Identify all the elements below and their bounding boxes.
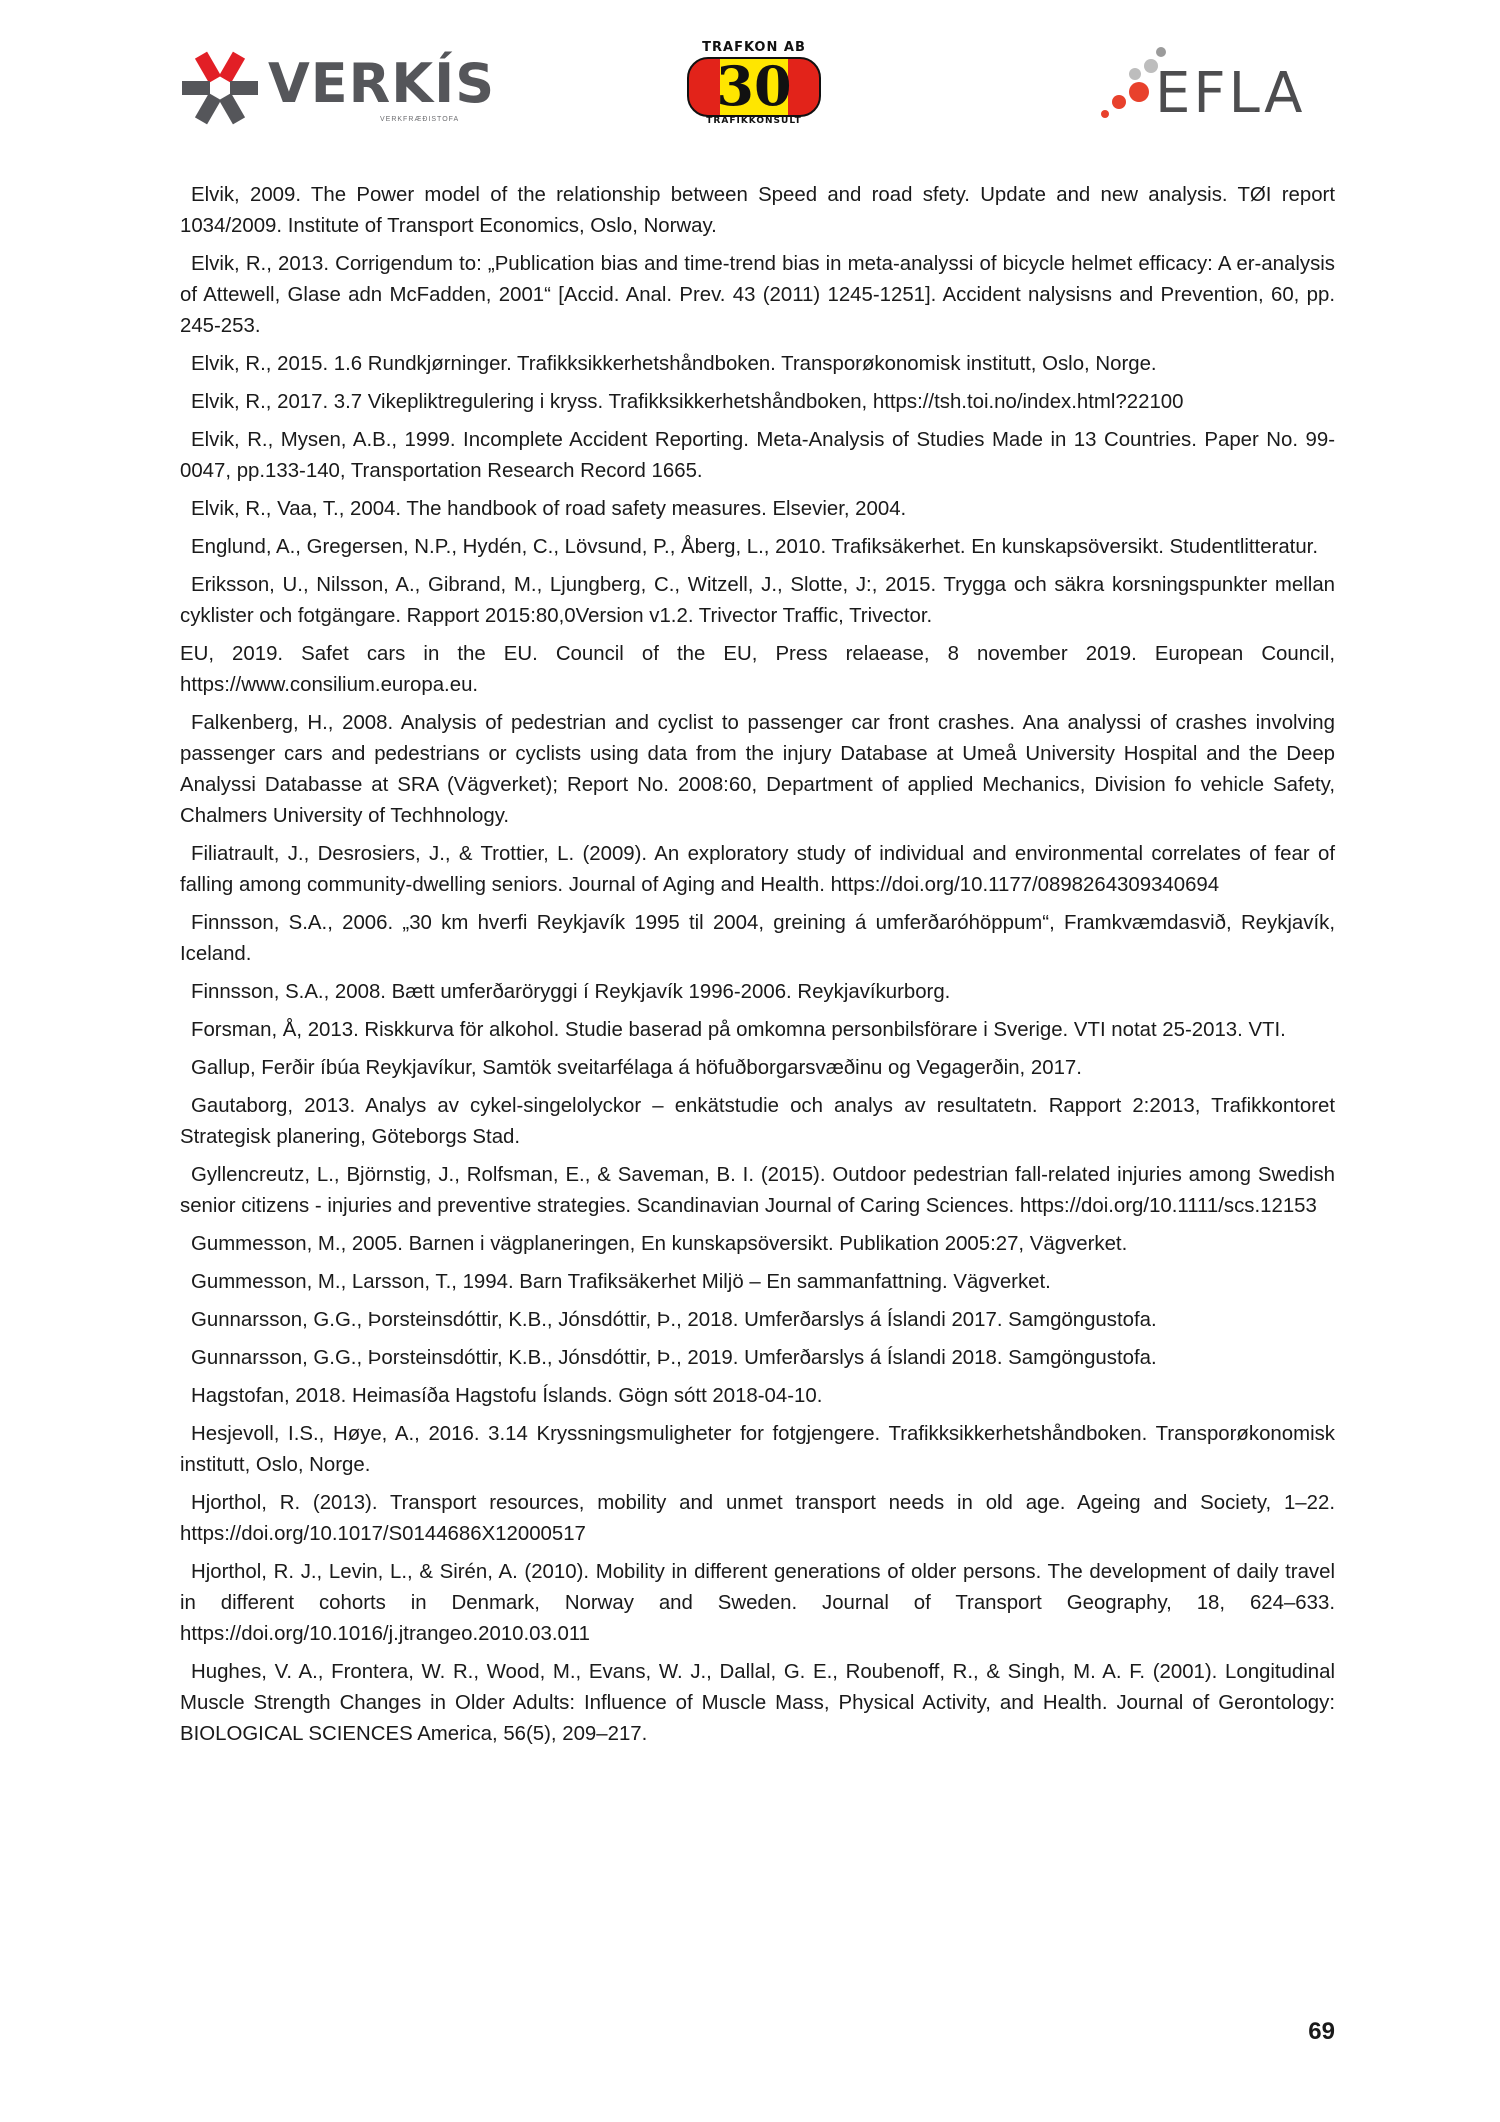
reference-entry: Hjorthol, R. (2013). Transport resources, mobility and unmet transport needs in old age. Ageing and Society, 1–22. https://doi.org/10.1017/S0144686X12000517 [180,1492,1335,1545]
reference-entry: Gautaborg, 2013. Analys av cykel-singelolyckor – enkätstudie och analys av resultatetn. Rapport 2:2013, Trafikkontoret Strategisk planering, Göteborgs Stad. [180,1095,1335,1148]
verkis-logo [180,48,496,128]
page-header [180,38,1335,134]
reference-entry: Gummesson, M., Larsson, T., 1994. Barn Trafiksäkerhet Miljö – En sammanfattning. Vägverket. [191,1271,1051,1293]
page-number: 69 [1308,2018,1335,2045]
reference-entry: Finnsson, S.A., 2006. „30 km hverfi Reykjavík 1995 til 2004, greining á umferðaróhöppum“, Framkvæmdasvið, Reykjavík, Iceland. [180,912,1335,965]
reference-entry: Gummesson, M., 2005. Barnen i vägplaneringen, En kunskapsöversikt. Publikation 2005:27, Vägverket. [191,1233,1128,1255]
reference-entry: Elvik, R., 2017. 3.7 Vikepliktregulering i kryss. Trafikksikkerhetshåndboken, https://tsh.toi.no/index.html?22100 [191,391,1184,413]
reference-entry: Elvik, 2009. The Power model of the relationship between Speed and road sfety. Update and new analysis. TØI report 1034/2009. Institute of Transport Economics, Oslo, Norway. [180,184,1335,237]
reference-entry: Hughes, V. A., Frontera, W. R., Wood, M., Evans, W. J., Dallal, G. E., Roubenoff, R., & Singh, M. A. F. (2001). Longitudinal Muscle Strength Changes in Older Adults: Influence of Muscle Mass, Physical Activity, and Health. Journal of Gerontology: BIOLOGICAL SCIENCES America, 56(5), 209–217. [180,1661,1335,1745]
reference-entry: Hesjevoll, I.S., Høye, A., 2016. 3.14 Kryssningsmuligheter for fotgjengere. Trafikksikkerhetshåndboken. Transporøkonomisk institutt, Oslo, Norge. [180,1423,1335,1476]
reference-entry: Englund, A., Gregersen, N.P., Hydén, C., Lövsund, P., Åberg, L., 2010. Trafiksäkerhet. En kunskapsöversikt. Studentlitteratur. [191,536,1319,558]
efla-wordmark: EFLA [1155,61,1306,126]
trafkon-logo [680,38,828,130]
reference-entry: Elvik, R., Vaa, T., 2004. The handbook of road safety measures. Elsevier, 2004. [191,498,907,520]
trafkon-top-text: TRAFKON AB [702,40,806,55]
reference-entry: Gallup, Ferðir íbúa Reykjavíkur, Samtök sveitarfélaga á höfuðborgarsvæðinu og Vegagerðin, 2017. [191,1057,1082,1079]
reference-entry: Finnsson, S.A., 2008. Bætt umferðaröryggi í Reykjavík 1996-2006. Reykjavíkurborg. [191,981,951,1003]
reference-entry: Falkenberg, H., 2008. Analysis of pedestrian and cyclist to passenger car front crashes. Ana analyssi of crashes involving passenger cars and pedestrians or cyclists using data from the injury Database at Umeå University Hospital and the Deep Analyssi Databasse at SRA (Vägverket); Report No. 2008:60, Department of applied Mechanics, Division fo vehicle Safety, Chalmers University of Techhnology. [180,712,1335,827]
trafkon-number: 30 [716,54,792,118]
reference-entry: Elvik, R., 2015. 1.6 Rundkjørninger. Trafikksikkerhetshåndboken. Transporøkonomisk institutt, Oslo, Norge. [191,353,1157,375]
trafkon-bottom-text: TRAFIKKONSULT [706,116,802,126]
reference-list [180,180,1335,1757]
reference-entry: Gunnarsson, G.G., Þorsteinsdóttir, K.B., Jónsdóttir, Þ., 2019. Umferðarslys á Íslandi 2018. Samgöngustofa. [191,1347,1157,1369]
reference-entry: Elvik, R., 2013. Corrigendum to: „Publication bias and time-trend bias in meta-analyssi of bicycle helmet efficacy: A er-analysis of Attewell, Glase adn McFadden, 2001“ [Accid. Anal. Prev. 43 (2011) 1245-1251]. Accident nalysisns and Prevention, 60, pp. 245-253. [180,253,1335,337]
reference-entry: EU, 2019. Safet cars in the EU. Council of the EU, Press relaease, 8 november 2019. European Council, https://www.consilium.europa.eu. [180,643,1335,696]
verkis-tagline: VERKFRÆÐISTOFA [380,116,460,123]
reference-entry: Elvik, R., Mysen, A.B., 1999. Incomplete Accident Reporting. Meta-Analysis of Studies Made in 13 Countries. Paper No. 99-0047, pp.133-140, Transportation Research Record 1665. [180,429,1335,482]
reference-entry: Filiatrault, J., Desrosiers, J., & Trottier, L. (2009). An exploratory study of individual and environmental correlates of fear of falling among community-dwelling seniors. Journal of Aging and Health. https://doi.org/10.1177/0898264309340694 [180,843,1335,896]
efla-logo [1095,42,1335,128]
verkis-star-icon [180,48,260,128]
reference-entry: Gunnarsson, G.G., Þorsteinsdóttir, K.B., Jónsdóttir, Þ., 2018. Umferðarslys á Íslandi 2017. Samgöngustofa. [191,1309,1157,1331]
reference-entry: Eriksson, U., Nilsson, A., Gibrand, M., Ljungberg, C., Witzell, J., Slotte, J:, 2015. Trygga och säkra korsningspunkter mellan cyklister och fotgängare. Rapport 2015:80,0Version v1.2. Trivector Traffic, Trivector. [180,574,1335,627]
reference-entry: Forsman, Å, 2013. Riskkurva för alkohol. Studie baserad på omkomna personbilsförare i Sverige. VTI notat 25-2013. VTI. [191,1019,1286,1041]
reference-entry: Gyllencreutz, L., Björnstig, J., Rolfsman, E., & Saveman, B. I. (2015). Outdoor pedestrian fall-related injuries among Swedish senior citizens - injuries and preventive strategies. Scandinavian Journal of Caring Sciences. https://doi.org/10.1111/scs.12153 [180,1164,1335,1217]
reference-entry: Hjorthol, R. J., Levin, L., & Sirén, A. (2010). Mobility in different generations of older persons. The development of daily travel in different cohorts in Denmark, Norway and Sweden. Journal of Transport Geography, 18, 624–633. https://doi.org/10.1016/j.jtrangeo.2010.03.011 [180,1561,1335,1645]
reference-entry: Hagstofan, 2018. Heimasíða Hagstofu Íslands. Gögn sótt 2018-04-10. [191,1385,823,1407]
verkis-wordmark: VERKÍS [268,52,496,115]
